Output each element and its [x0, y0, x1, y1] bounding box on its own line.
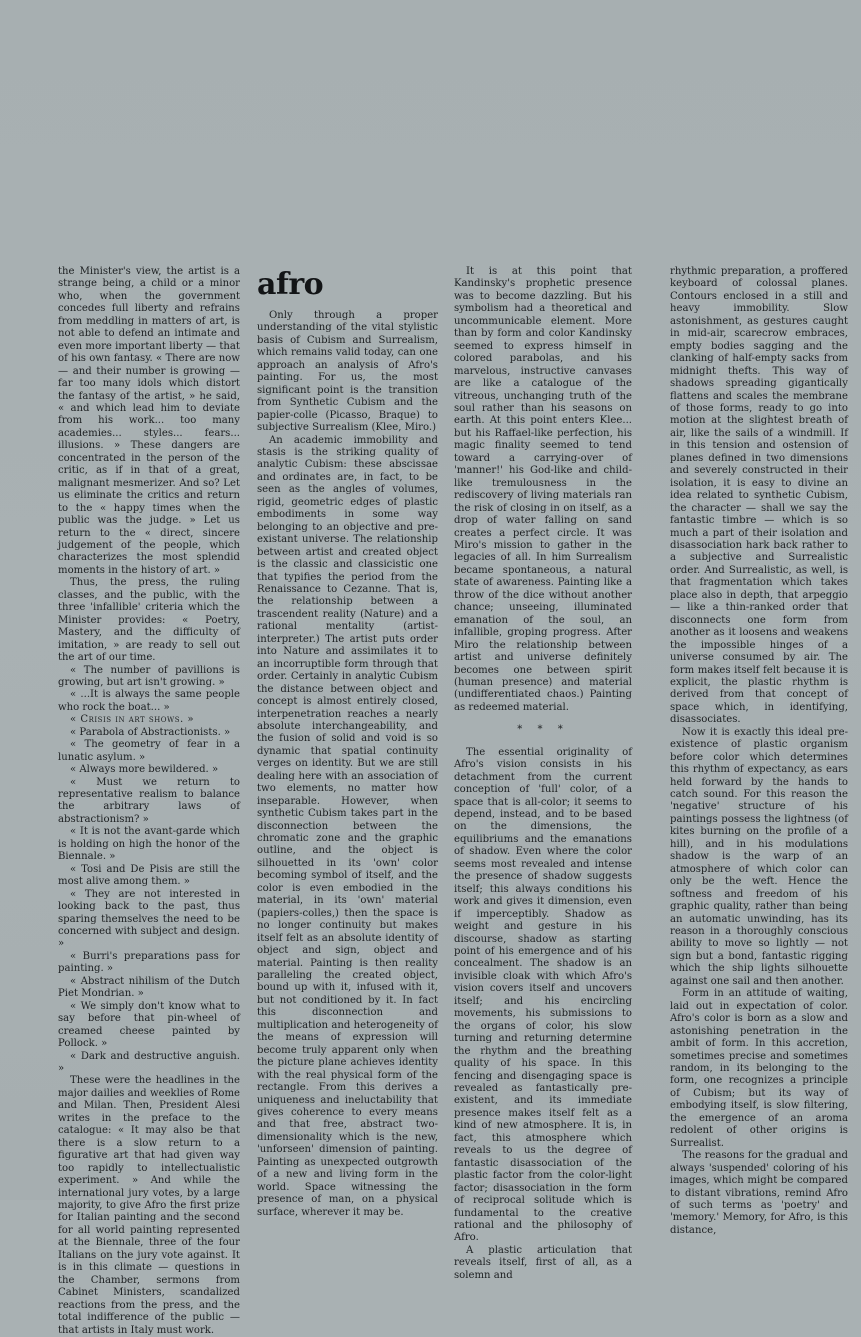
article-title: afro — [257, 267, 324, 302]
paragraph: « It is not the avant-garde which is holding on high the honor of the Biennale. » — [58, 826, 240, 863]
paragraph: « We simply don't know what to say before that pin-wheel of creamed cheese painted by Pollock. » — [58, 1000, 240, 1050]
paragraph: « The number of pavillions is growing, but art isn't growing. » — [58, 664, 240, 688]
column-4 — [670, 266, 848, 1236]
paragraph: « The geometry of fear in a lunatic asylum. » — [58, 739, 240, 763]
paragraph: The essential originality of Afro's vision consists in his detachment from the current conception of 'full' color, of a space that is all-color; it seems to depend, instead, and to be based on the dimensions, the equilibriums and the emanations of shadow. Even where the color seems most revealed and intense the presence of shadow suggests itself; this always conditions his work and gives it dimension, even if imperceptibly. Shadow as weight and gesture in his discourse, shadow as starting point of his emergence and of his concealment. The shadow is an invisible cloak with which Afro's vision covers itself and uncovers itself; and his encircling movements, his submissions to the organs of color, his slow turning and returning determine the rhythm and the breathing quality of his space. In this fencing and disengaging space is revealed as fantastically pre-existent, and its immediate presence makes itself felt as a kind of new atmosphere. It is, in fact, this atmosphere which reveals to us the degree of fantastic disassociation of the plastic factor from the color-light factor; disassociation in the form of reciprocal solitude which is fundamental to the creative rational and the philosophy of Afro. — [454, 746, 632, 1244]
paragraph: « Crisis in art shows. » — [70, 714, 195, 726]
paragraph: « Burri's preparations pass for painting. » — [58, 950, 240, 975]
paragraph: The reasons for the gradual and always 'suspended' coloring of his images, which might be compared to distant vibrations, remind Afro of such terms as 'poetry' and 'memory.' Memory, for Afro, is this distance, — [670, 1150, 848, 1236]
paragraph: « Always more bewildered. » — [70, 764, 219, 776]
paragraph: A plastic articulation that reveals itself, first of all, as a solemn and — [454, 1244, 632, 1281]
paragraph: « Tosi and De Pisis are still the most alive among them. » — [58, 863, 240, 888]
column-3 — [454, 266, 632, 1281]
paragraph: Thus, the press, the ruling classes, and the public, with the three 'infallible' criteria which the Minister provides: « Poetry, Mastery, and the difficulty of imitation, » are ready to sell out the art of our time. — [58, 577, 240, 664]
paragraph: « Dark and destructive anguish. » — [58, 1050, 240, 1074]
paragraph: « ...It is always the same people who rock the boat... » — [58, 689, 240, 713]
column-2 — [257, 310, 438, 1218]
paragraph: Now it is exactly this ideal pre-existence of plastic organism before color which determines this rhythm of expectancy, as ears held forward by the hands to catch sound. For this reason the 'negative' structure of his paintings possess the lightness (of kites burning on the profile of a hill), and in his modulations shadow is the warp of an atmosphere of which color can only be the weft. Hence the softness and freedom of his graphic quality, rather than being an automatic unwinding, has its reason in a thoroughly conscious ability to move so lightly — not sign but a bond, fantastic rigging which the ship lights silhouette against one sail and then another. — [670, 726, 848, 987]
paragraph: Form in an attitude of waiting, laid out in expectation of color. Afro's color is born as a slow and astonishing penetration in the ambit of form. In this accretion, sometimes precise and sometimes random, in its belonging to the form, one recognizes a principle of Cubism; but its way of embodying itself, is slow filtering, the emergence of an aroma redolent of other origins is Surrealist. — [670, 988, 848, 1149]
paragraph: the Minister's view, the artist is a strange being, a child or a minor who, when the government concedes full liberty and refrains from meddling in matters of art, is not able to defend an intimate and even more important liberty — that of his own fantasy. « There are now — and their number is growing — far too many idols which distort the fantasy of the artist, » he said, « and which lead him to deviate from his work... too many academies... styles... fears... illusions. » These dangers are concentrated in the person of the critic, as if in that of a great, malignant mesmerizer. And so? Let us eliminate the critics and return to the « happy times when the public was the judge. » Let us return to the « direct, sincere judgement of the people, which characterizes the most splendid moments in the history of art. » — [58, 266, 240, 576]
paragraph: « Abstract nihilism of the Dutch Piet Mondrian. » — [58, 975, 240, 1000]
paragraph: Only through a proper understanding of the vital stylistic basis of Cubism and Surrealism, which remains valid today, can one approach an analysis of Afro's painting. For us, the most significant point is the transition from Synthetic Cubism and the papier-colle (Picasso, Braque) to subjective Surrealism (Klee, Miro.) — [257, 310, 438, 434]
column-1 — [58, 266, 240, 1336]
paragraph: rhythmic preparation, a proffered keyboard of colossal planes. Contours enclosed in a still and heavy immobility. Slow astonishment, as gestures caught in mid-air, scarecrow embraces, empty bodies sagging and the clanking of half-empty sacks from midnight thefts. This way of shadows spreading gigantically flattens and scales the membrane of those forms, ready to go into motion at the slightest breath of air, like the sails of a windmill. If in this tension and ostension of planes defined in two dimensions and severely constructed in their isolation, it is easy to divine an idea related to synthetic Cubism, the character — shall we say the fantastic timbre — which is so much a part of their isolation and disassociation hark back rather to a subjective and Surrealistic order. And Surrealistic, as well, is that fragmentation which takes place also in depth, that arpeggio — like a thin-ranked order that disconnects one form from another as it loosens and weakens the impossible hinges of a universe consumed by air. The form makes itself felt because it is explicit, the plastic rhythm is derived from that concept of space which, in identifying, disassociates. — [670, 266, 848, 726]
paragraph: « Parabola of Abstractionists. » — [70, 726, 231, 738]
paragraph: It is at this point that Kandinsky's prophetic presence was to become dazzling. But his symbolism had a theoretical and uncommunicable element. More than by form and color Kandinsky seemed to express himself in colored parabolas, and his marvelous, instructive canvases are like a catalogue of the vitreous, unchanging truth of the soul rather than his seasons on earth. At this point enters Klee... but his Raffael-like perfection, his magic finality seemed to tend toward a carrying-over of 'manner!' his God-like and child-like tremulousness in the rediscovery of living materials ran the risk of closing in on itself, as a drop of water falling on sand creates a perfect circle. It was Miro's mission to gather in the legacies of all. In him Surrealism became spontaneous, a natural state of awareness. Painting like a throw of the dice without another chance; unseeing, illuminated emanation of the soul, an infallible, groping progress. After Miro the relationship between artist and universe definitely becomes one between spirit (human presence) and material (undifferentiated chaos.) Painting as redeemed material. — [454, 266, 632, 713]
paragraph: An academic immobility and stasis is the striking quality of analytic Cubism: these abscissae and ordinates are, in fact, to be seen as the angles of volumes, rigid, geometric edges of plastic embodiments in some way belonging to an objective and pre-existant universe. The relationship between artist and created object is the classic and classicistic one that typifies the period from the Renaissance to Cezanne. That is, the relationship between a trascendent reality (Nature) and a rational mentality (artist-interpreter.) The artist puts order into Nature and assimilates it to an incorruptible form through that order. Certainly in analytic Cubism the distance between object and concept is almost entirely closed, interpenetration reaches a nearly absolute interchangeability, and the fusion of solid and void is so dynamic that spatial continuity verges on identity. But we are still dealing here with an association of two elements, no matter how inseparable. However, when synthetic Cubism takes part in the disconnection between the chromatic zone and the graphic outline, and the object is silhouetted in its 'own' color becoming symbol of itself, and the color is even embodied in the material, in its 'own' material (papiers-colles,) then the space is no longer continuity but makes itself felt as an absolute identity of object and sign, object and material. Painting is then reality paralleling the created object, bound up with it, infused with it, but not conditioned by it. In fact this disconnection and multiplication and heterogeneity of the means of expression will become truly apparent only when the picture plane achieves identity with the real physical form of the rectangle. From this derives a uniqueness and ineluctability that gives coherence to every means and that free, abstract two-dimensionality which is the new, 'unforseen' dimension of painting. Painting as unexpected outgrowth of a new and living form in the world. Space witnessing the presence of man, on a physical surface, wherever it may be. — [257, 434, 438, 1218]
paragraph: « They are not interested in looking back to the past, thus sparing themselves the need to be concerned with subject and design. » — [58, 888, 240, 950]
paragraph: « Must we return to representative realism to balance the arbitrary laws of abstractionism? » — [58, 776, 240, 825]
paragraph: These were the headlines in the major dailies and weeklies of Rome and Milan. Then, President Alesi writes in the preface to the catalogue: « It may also be that there is a slow return to a figurative art that had given way too rapidly to intellectualistic experiment. » And while the international jury votes, by a large majority, to give Afro the first prize for Italian painting and the second for all world painting represented at the Biennale, three of the four Italians on the jury vote against. It is in this climate — questions in the Chamber, sermons from Cabinet Ministers, scandalized reactions from the press, and the total indifference of the public — that artists in Italy must work. — [58, 1075, 240, 1336]
section-separator: * * * — [517, 724, 569, 736]
